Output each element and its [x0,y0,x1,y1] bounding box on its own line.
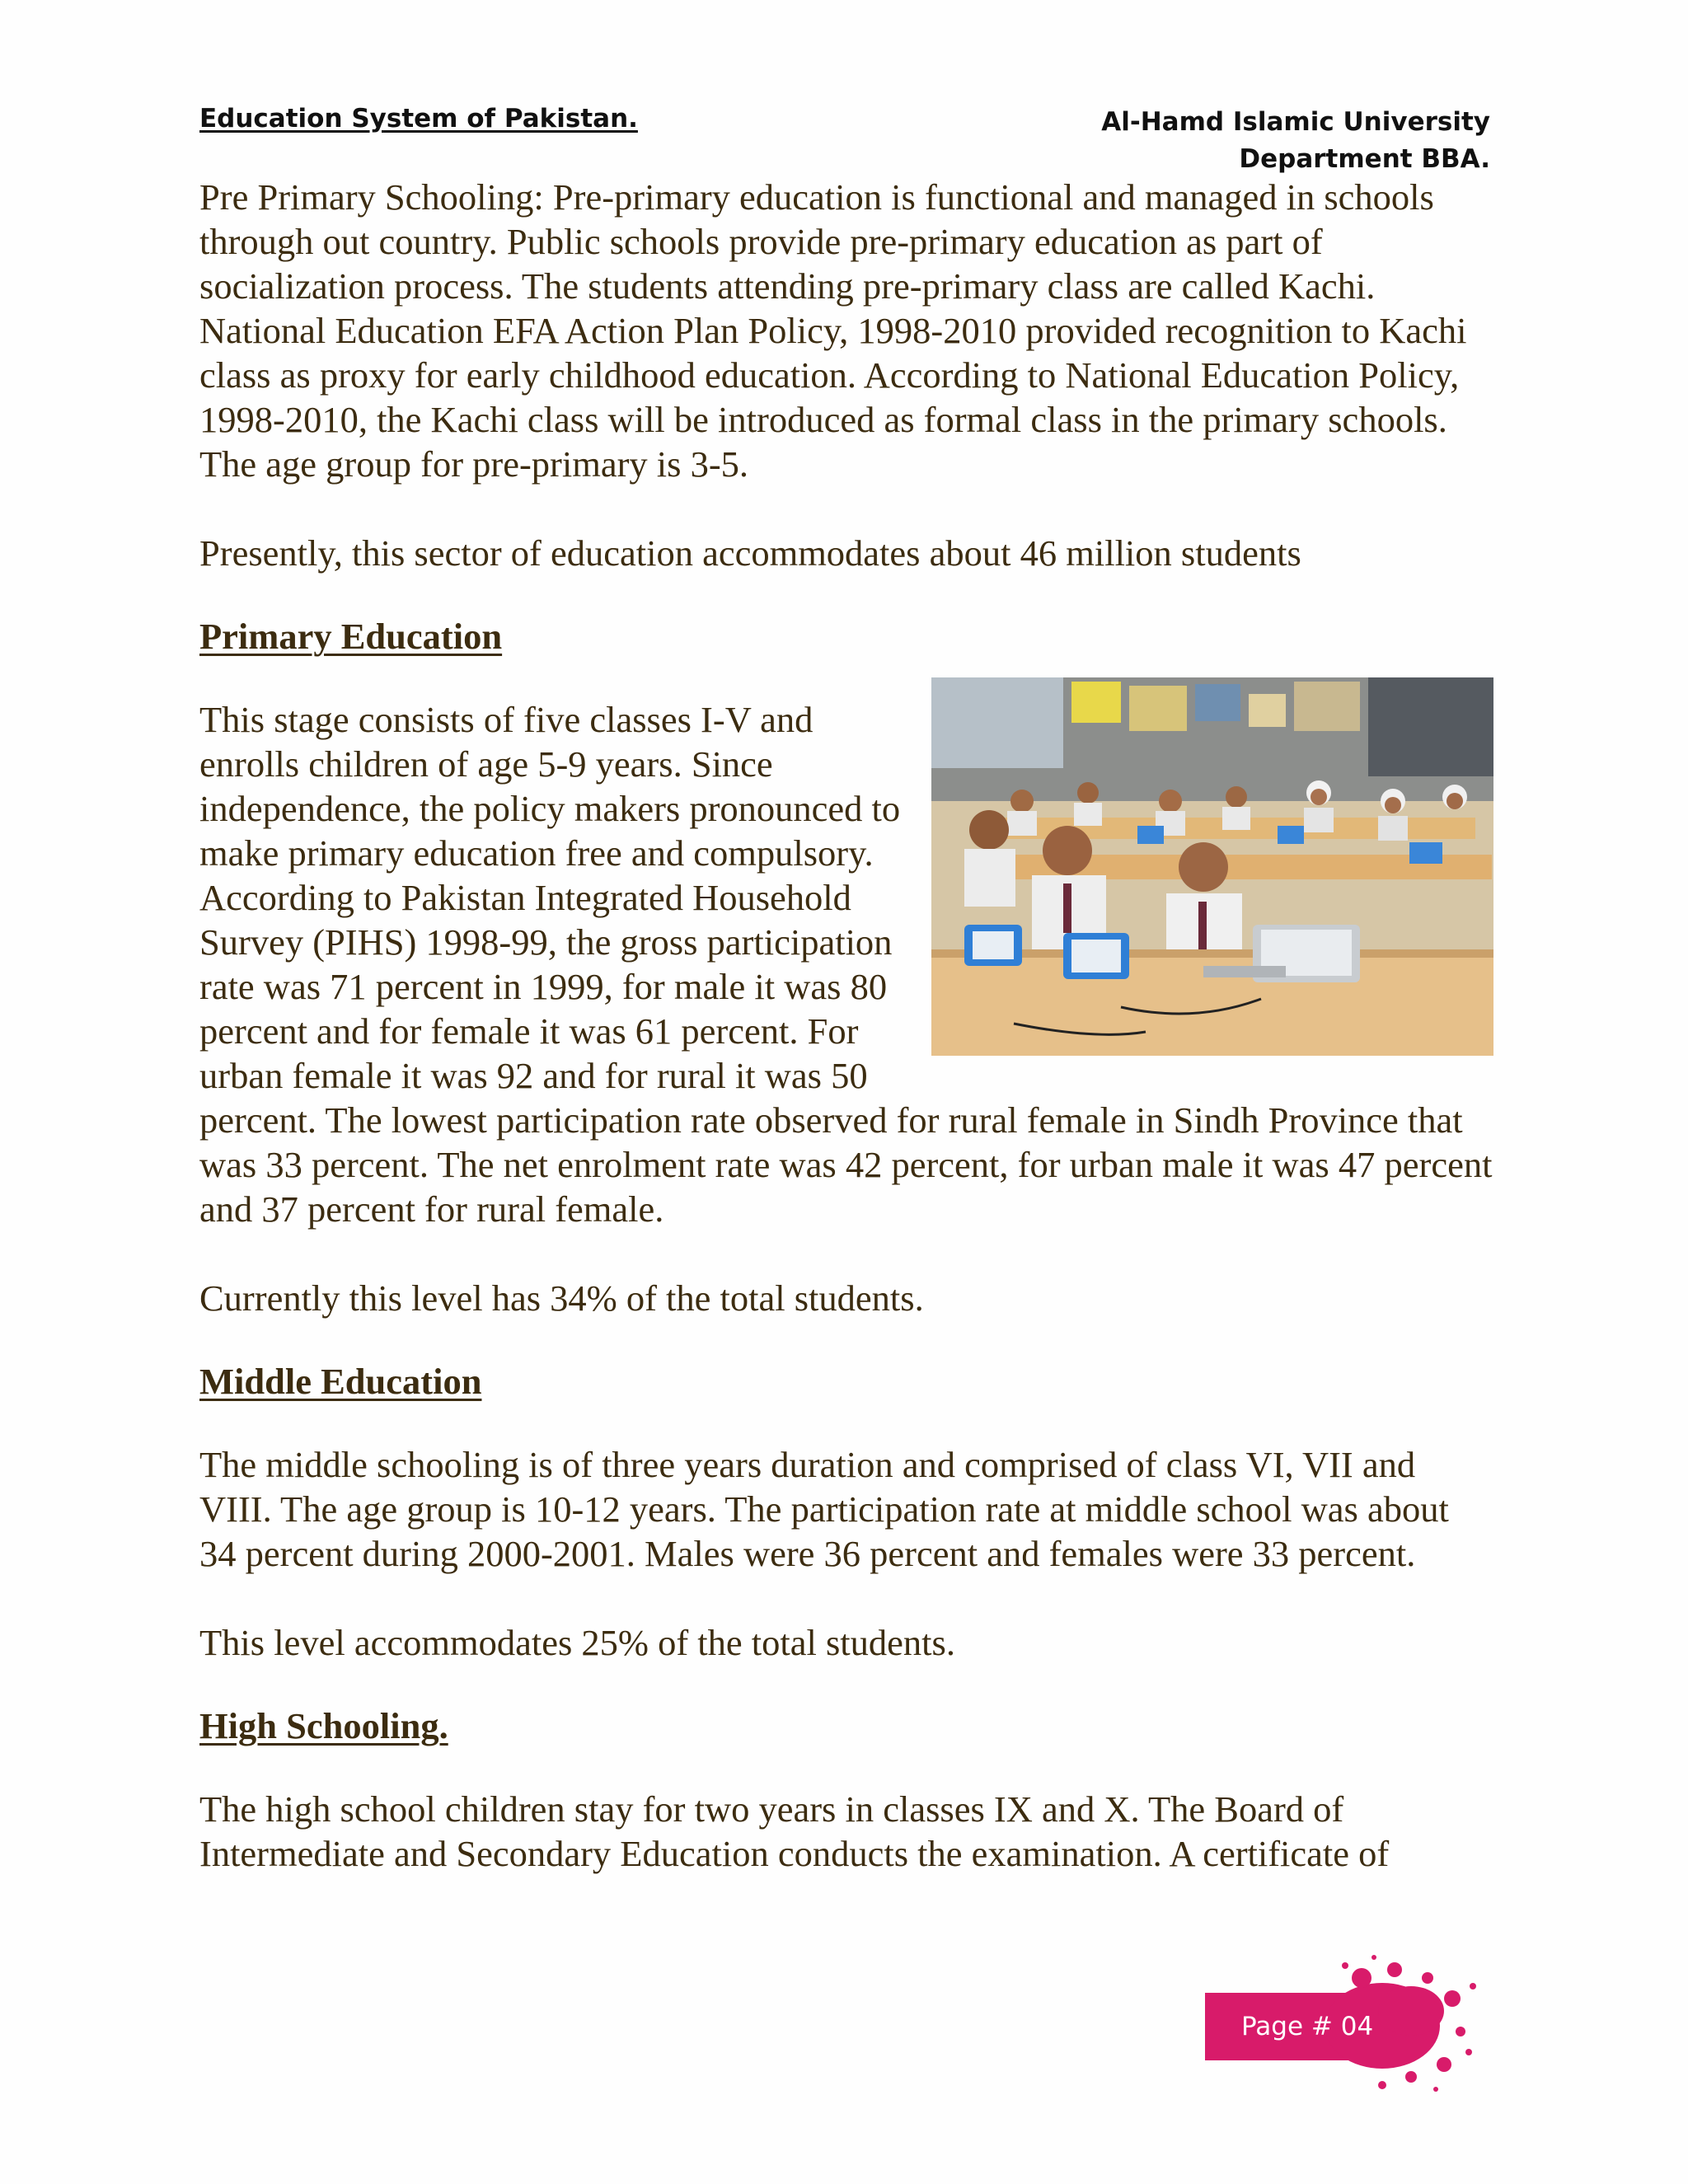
page-number: Page # 04 [1241,2012,1374,2041]
classroom-photo [931,677,1493,1056]
middle-education-note: This level accommodates 25% of the total students. [199,1622,955,1663]
middle-education-heading: Middle Education [199,1361,482,1402]
high-schooling-paragraph: The high school children stay for two years in classes IX and X. The Board of Intermediate and Secondary Education conducts the examination. A certificate of [199,1788,1390,1874]
pre-primary-paragraph: Pre Primary Schooling: Pre-primary education is functional and managed in schools through out country. Public schools provide pre-primary education as part of socialization process. The students attending pre-primary class are called Kachi. National Education EFA Action Plan Policy, 1998-2010 provided recognition to Kachi class as proxy for early childhood education. According to National Education Policy, 1998-2010, the Kachi class will be introduced as formal class in the primary schools. The age group for pre-primary is 3-5. [199,176,1467,485]
primary-education-heading: Primary Education [199,616,503,657]
pre-primary-note: Presently, this sector of education accommodates about 46 million students [199,532,1301,574]
primary-education-note: Currently this level has 34% of the total students. [199,1277,924,1319]
header-university: Al-Hamd Islamic University [1101,107,1490,137]
header-title: Education System of Pakistan. [199,104,638,134]
high-schooling-heading: High Schooling. [199,1705,448,1746]
header-department: Department BBA. [1239,144,1490,174]
page-number-badge [1221,1993,1419,2060]
page-body [199,175,1493,1876]
header-institution [1101,104,1490,178]
primary-education-paragraph: This stage consists of five classes I-V and enrolls children of age 5-9 years. Since independence, the policy makers pronounced to make primary education free and compulsory. According to Pakistan Integrated Household Survey (PIHS) 1998-99, the gross participation rate was 71 percent in 1999, for male it was 80 percent and for female it was 61 percent. For urban female it was 92 and for rural it was 50 percent. The lowest participation rate observed for rural female in Sindh Province that was 33 percent. The net enrolment rate was 42 percent, for urban male it was 47 percent and 37 percent for rural female. [199,699,1493,1230]
middle-education-paragraph: The middle schooling is of three years duration and comprised of class VI, VII and VIII. The age group is 10-12 years. The participation rate at middle school was about 34 percent during 2000-2001. Males were 36 percent and females were 33 percent. [199,1444,1449,1574]
